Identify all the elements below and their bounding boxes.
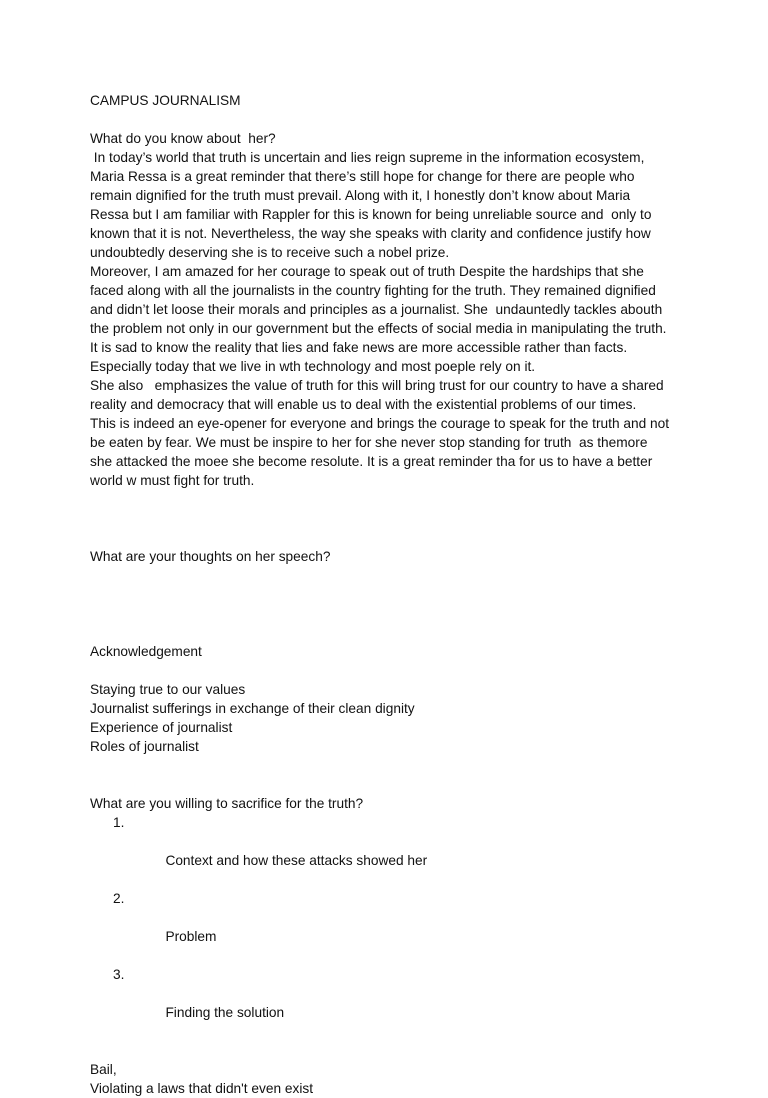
blank-line xyxy=(90,1041,690,1060)
list-number: 3. xyxy=(113,967,125,982)
list-item-text: Problem xyxy=(165,929,217,944)
essay-line: the problem not only in our government but the effects of social media in manipulating the truth. xyxy=(90,321,667,336)
acknowledgement-list xyxy=(90,680,690,756)
essay-line: She also emphasizes the value of truth for this will bring trust for our country to have a shared xyxy=(90,378,664,393)
essay-line: world w must fight for truth. xyxy=(90,473,255,488)
list-item: Journalist sufferings in exchange of their clean dignity xyxy=(90,701,415,716)
essay-line: she attacked the moee she become resolute. It is a great reminder tha for us to have a better xyxy=(90,454,653,469)
blank-line xyxy=(90,623,690,642)
acknowledgement-heading: Acknowledgement xyxy=(90,644,202,659)
list-item: Experience of journalist xyxy=(90,720,233,735)
blank-line xyxy=(90,490,690,509)
list-number: 1. xyxy=(113,815,125,830)
essay-line: known that it is not. Nevertheless, the way she speaks with clarity and confidence justify how xyxy=(90,226,651,241)
essay-line: Especially today that we live in wth technology and most poeple rely on it. xyxy=(90,359,536,374)
essay-paragraph xyxy=(90,148,690,490)
question-1: What do you know about her? xyxy=(90,131,276,146)
essay-line: faced along with all the journalists in the country fighting for the truth. They remained dignified xyxy=(90,283,656,298)
blank-line xyxy=(90,110,690,129)
essay-line: This is indeed an eye-opener for everyone and brings the courage to speak for the truth and not xyxy=(90,416,670,431)
numbered-list-item xyxy=(90,965,690,1041)
blank-line xyxy=(90,756,690,775)
essay-line: Ressa but I am familiar with Rappler for this is known for being unreliable source and only to xyxy=(90,207,652,222)
blank-line xyxy=(90,775,690,794)
essay-line: It is sad to know the reality that lies and fake news are more accessible rather than facts. xyxy=(90,340,628,355)
closing-line: Violating a laws that didn't even exist xyxy=(90,1081,314,1096)
essay-line: remain dignified for the truth must prevail. Along with it, I honestly don’t know about Maria xyxy=(90,188,631,203)
blank-line xyxy=(90,604,690,623)
list-item-text: Finding the solution xyxy=(165,1005,285,1020)
essay-line: reality and democracy that will enable us to deal with the existential problems of our times. xyxy=(90,397,637,412)
blank-line xyxy=(90,566,690,585)
essay-line: be eaten by fear. We must be inspire to her for she never stop standing for truth as themore xyxy=(90,435,648,450)
document-title: CAMPUS JOURNALISM xyxy=(90,93,241,108)
essay-line: Maria Ressa is a great reminder that there’s still hope for change for there are people who xyxy=(90,169,635,184)
essay-line: and didn’t let loose their morals and principles as a journalist. She undauntedly tackles abouth xyxy=(90,302,663,317)
essay-line: In today’s world that truth is uncertain and lies reign supreme in the information ecosystem, xyxy=(90,150,645,165)
blank-line xyxy=(90,585,690,604)
blank-line xyxy=(90,661,690,680)
numbered-list-item xyxy=(90,889,690,965)
blank-line xyxy=(90,528,690,547)
list-item: Roles of journalist xyxy=(90,739,199,754)
numbered-list-item xyxy=(90,813,690,889)
list-number: 2. xyxy=(113,891,125,906)
list-item-text: Context and how these attacks showed her xyxy=(165,853,428,868)
list-item: Staying true to our values xyxy=(90,682,246,697)
document-body xyxy=(90,91,690,1098)
blank-line xyxy=(90,509,690,528)
numbered-list xyxy=(90,813,690,1041)
essay-line: undoubtedly deserving she is to receive such a nobel prize. xyxy=(90,245,450,260)
question-3: What are you willing to sacrifice for the truth? xyxy=(90,796,364,811)
essay-line: Moreover, I am amazed for her courage to speak out of truth Despite the hardships that she xyxy=(90,264,644,279)
question-2: What are your thoughts on her speech? xyxy=(90,549,331,564)
closing-line: Bail, xyxy=(90,1062,117,1077)
